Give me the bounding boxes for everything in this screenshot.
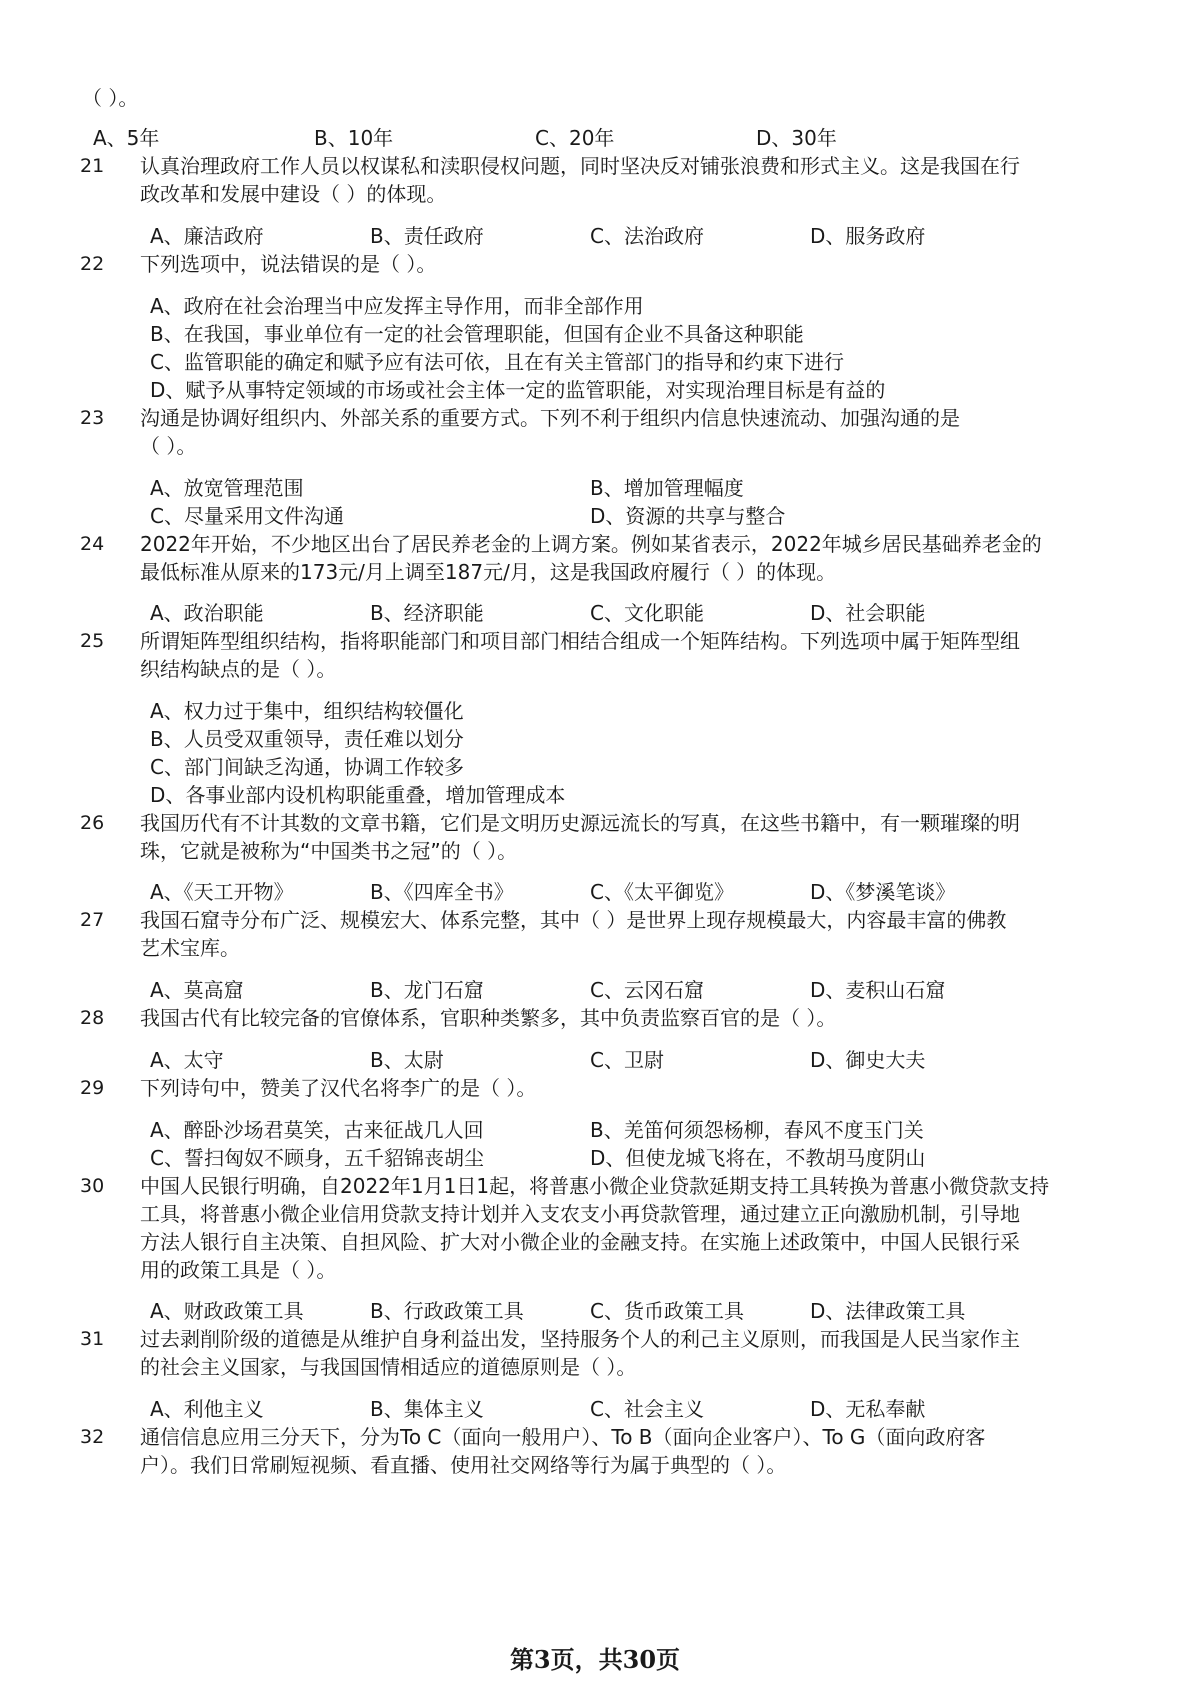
option: C、尽量采用文件沟通 (150, 504, 344, 528)
question-stem: 沟通是协调好组织内、外部关系的重要方式。下列不利于组织内信息快速流动、加强沟通的是 (140, 406, 960, 430)
option: B、《四库全书》 (370, 880, 514, 904)
option: B、经济职能 (370, 601, 484, 625)
question-stem: 织结构缺点的是（ ）。 (140, 657, 337, 681)
question-number: 25 (80, 630, 105, 652)
option: A、太守 (150, 1048, 224, 1072)
option: B、羌笛何须怨杨柳，春风不度玉门关 (590, 1118, 924, 1142)
option: C、云冈石窟 (590, 978, 704, 1002)
question-stem: （ ）。 (140, 434, 197, 458)
option: B、人员受双重领导，责任难以划分 (150, 727, 464, 751)
option: C、《太平御览》 (590, 880, 734, 904)
question-stem: 艺术宝库。 (140, 936, 240, 960)
option: A、廉洁政府 (150, 224, 264, 248)
option: A、醉卧沙场君莫笑，古来征战几人回 (150, 1118, 484, 1142)
question-stem: 所谓矩阵型组织结构，指将职能部门和项目部门相结合组成一个矩阵结构。下列选项中属于矩阵型组 (140, 629, 1020, 653)
option: B、集体主义 (370, 1397, 484, 1421)
option: C、货币政策工具 (590, 1299, 744, 1323)
option: C、20年 (535, 126, 615, 150)
option: A、放宽管理范围 (150, 476, 304, 500)
question-stem: 2022年开始，不少地区出台了居民养老金的上调方案。例如某省表示，2022年城乡居民基础养老金的 (140, 532, 1042, 556)
question-stem: 用的政策工具是（ ）。 (140, 1258, 337, 1282)
option: A、5年 (93, 126, 160, 150)
option: B、责任政府 (370, 224, 484, 248)
option: C、社会主义 (590, 1397, 704, 1421)
option: A、利他主义 (150, 1397, 264, 1421)
question-number: 27 (80, 909, 105, 931)
option: B、太尉 (370, 1048, 444, 1072)
option: B、在我国，事业单位有一定的社会管理职能，但国有企业不具备这种职能 (150, 322, 804, 346)
option: D、但使龙城飞将在，不教胡马度阴山 (590, 1146, 926, 1170)
question-stem: 中国人民银行明确，自2022年1月1日1起，将普惠小微企业贷款延期支持工具转换为普惠小微贷款支持 (140, 1174, 1050, 1198)
option: D、社会职能 (810, 601, 926, 625)
question-stem: 我国古代有比较完备的官僚体系，官职种类繁多，其中负责监察百官的是（ ）。 (140, 1006, 837, 1030)
question-stem: 通信信息应用三分天下，分为To C（面向一般用户）、To B（面向企业客户）、To G（面向政府客 (140, 1425, 986, 1449)
question-number: 23 (80, 407, 105, 429)
option: C、监管职能的确定和赋予应有法可依，且在有关主管部门的指导和约束下进行 (150, 350, 844, 374)
question-stem: 方法人银行自主决策、自担风险、扩大对小微企业的金融支持。在实施上述政策中，中国人民银行采 (140, 1230, 1020, 1254)
option: C、誓扫匈奴不顾身，五千貂锦丧胡尘 (150, 1146, 484, 1170)
question-stem: 工具，将普惠小微企业信用贷款支持计划并入支农支小再贷款管理，通过建立正向激励机制，引导地 (140, 1202, 1020, 1226)
question-number: 21 (80, 155, 105, 177)
question-stem: 政改革和发展中建设（ ）的体现。 (140, 182, 447, 206)
option: C、文化职能 (590, 601, 704, 625)
question-stem: 认真治理政府工作人员以权谋私和渎职侵权问题，同时坚决反对铺张浪费和形式主义。这是我国在行 (140, 154, 1020, 178)
option: A、权力过于集中，组织结构较僵化 (150, 699, 464, 723)
question-stem: 下列选项中，说法错误的是（ ）。 (140, 252, 437, 276)
question-stem: 我国石窟寺分布广泛、规模宏大、体系完整，其中（ ）是世界上现存规模最大，内容最丰富的佛教 (140, 908, 1007, 932)
option: D、资源的共享与整合 (590, 504, 786, 528)
option: A、政府在社会治理当中应发挥主导作用，而非全部作用 (150, 294, 644, 318)
question-stem: 过去剥削阶级的道德是从维护自身利益出发，坚持服务个人的利己主义原则，而我国是人民当家作主 (140, 1327, 1020, 1351)
option: B、10年 (314, 126, 394, 150)
question-number: 26 (80, 812, 105, 834)
question-number: 29 (80, 1077, 105, 1099)
option: B、增加管理幅度 (590, 476, 744, 500)
option: D、30年 (756, 126, 837, 150)
question-stem: 最低标准从原来的173元/月上调至187元/月，这是我国政府履行（ ）的体现。 (140, 560, 837, 584)
option: D、御史大夫 (810, 1048, 926, 1072)
question-stem: 珠，它就是被称为“中国类书之冠”的（ ）。 (140, 839, 518, 863)
option: A、政治职能 (150, 601, 264, 625)
option: D、服务政府 (810, 224, 926, 248)
option: C、卫尉 (590, 1048, 664, 1072)
question-stem: 的社会主义国家，与我国国情相适应的道德原则是（ ）。 (140, 1355, 637, 1379)
question-number: 32 (80, 1426, 105, 1448)
question-tail: （ ）。 (82, 86, 139, 110)
option: D、法律政策工具 (810, 1299, 966, 1323)
question-stem: 户）。我们日常刷短视频、看直播、使用社交网络等行为属于典型的（ ）。 (140, 1453, 787, 1477)
option: D、《梦溪笔谈》 (810, 880, 956, 904)
question-number: 22 (80, 253, 105, 275)
option: C、法治政府 (590, 224, 704, 248)
option: A、《天工开物》 (150, 880, 294, 904)
page-footer: 第3页，共30页 (509, 1645, 681, 1674)
option: B、行政政策工具 (370, 1299, 524, 1323)
question-number: 30 (80, 1175, 105, 1197)
option: D、无私奉献 (810, 1397, 926, 1421)
question-number: 31 (80, 1328, 105, 1350)
option: A、莫高窟 (150, 978, 244, 1002)
option: D、各事业部内设机构职能重叠，增加管理成本 (150, 783, 566, 807)
option: B、龙门石窟 (370, 978, 484, 1002)
option: A、财政政策工具 (150, 1299, 304, 1323)
question-stem: 下列诗句中，赞美了汉代名将李广的是（ ）。 (140, 1076, 537, 1100)
option: C、部门间缺乏沟通，协调工作较多 (150, 755, 464, 779)
option: D、麦积山石窟 (810, 978, 946, 1002)
option: D、赋予从事特定领域的市场或社会主体一定的监管职能，对实现治理目标是有益的 (150, 378, 886, 402)
question-number: 28 (80, 1007, 105, 1029)
question-stem: 我国历代有不计其数的文章书籍，它们是文明历史源远流长的写真，在这些书籍中，有一颗璀璨的明 (140, 811, 1020, 835)
question-number: 24 (80, 533, 105, 555)
